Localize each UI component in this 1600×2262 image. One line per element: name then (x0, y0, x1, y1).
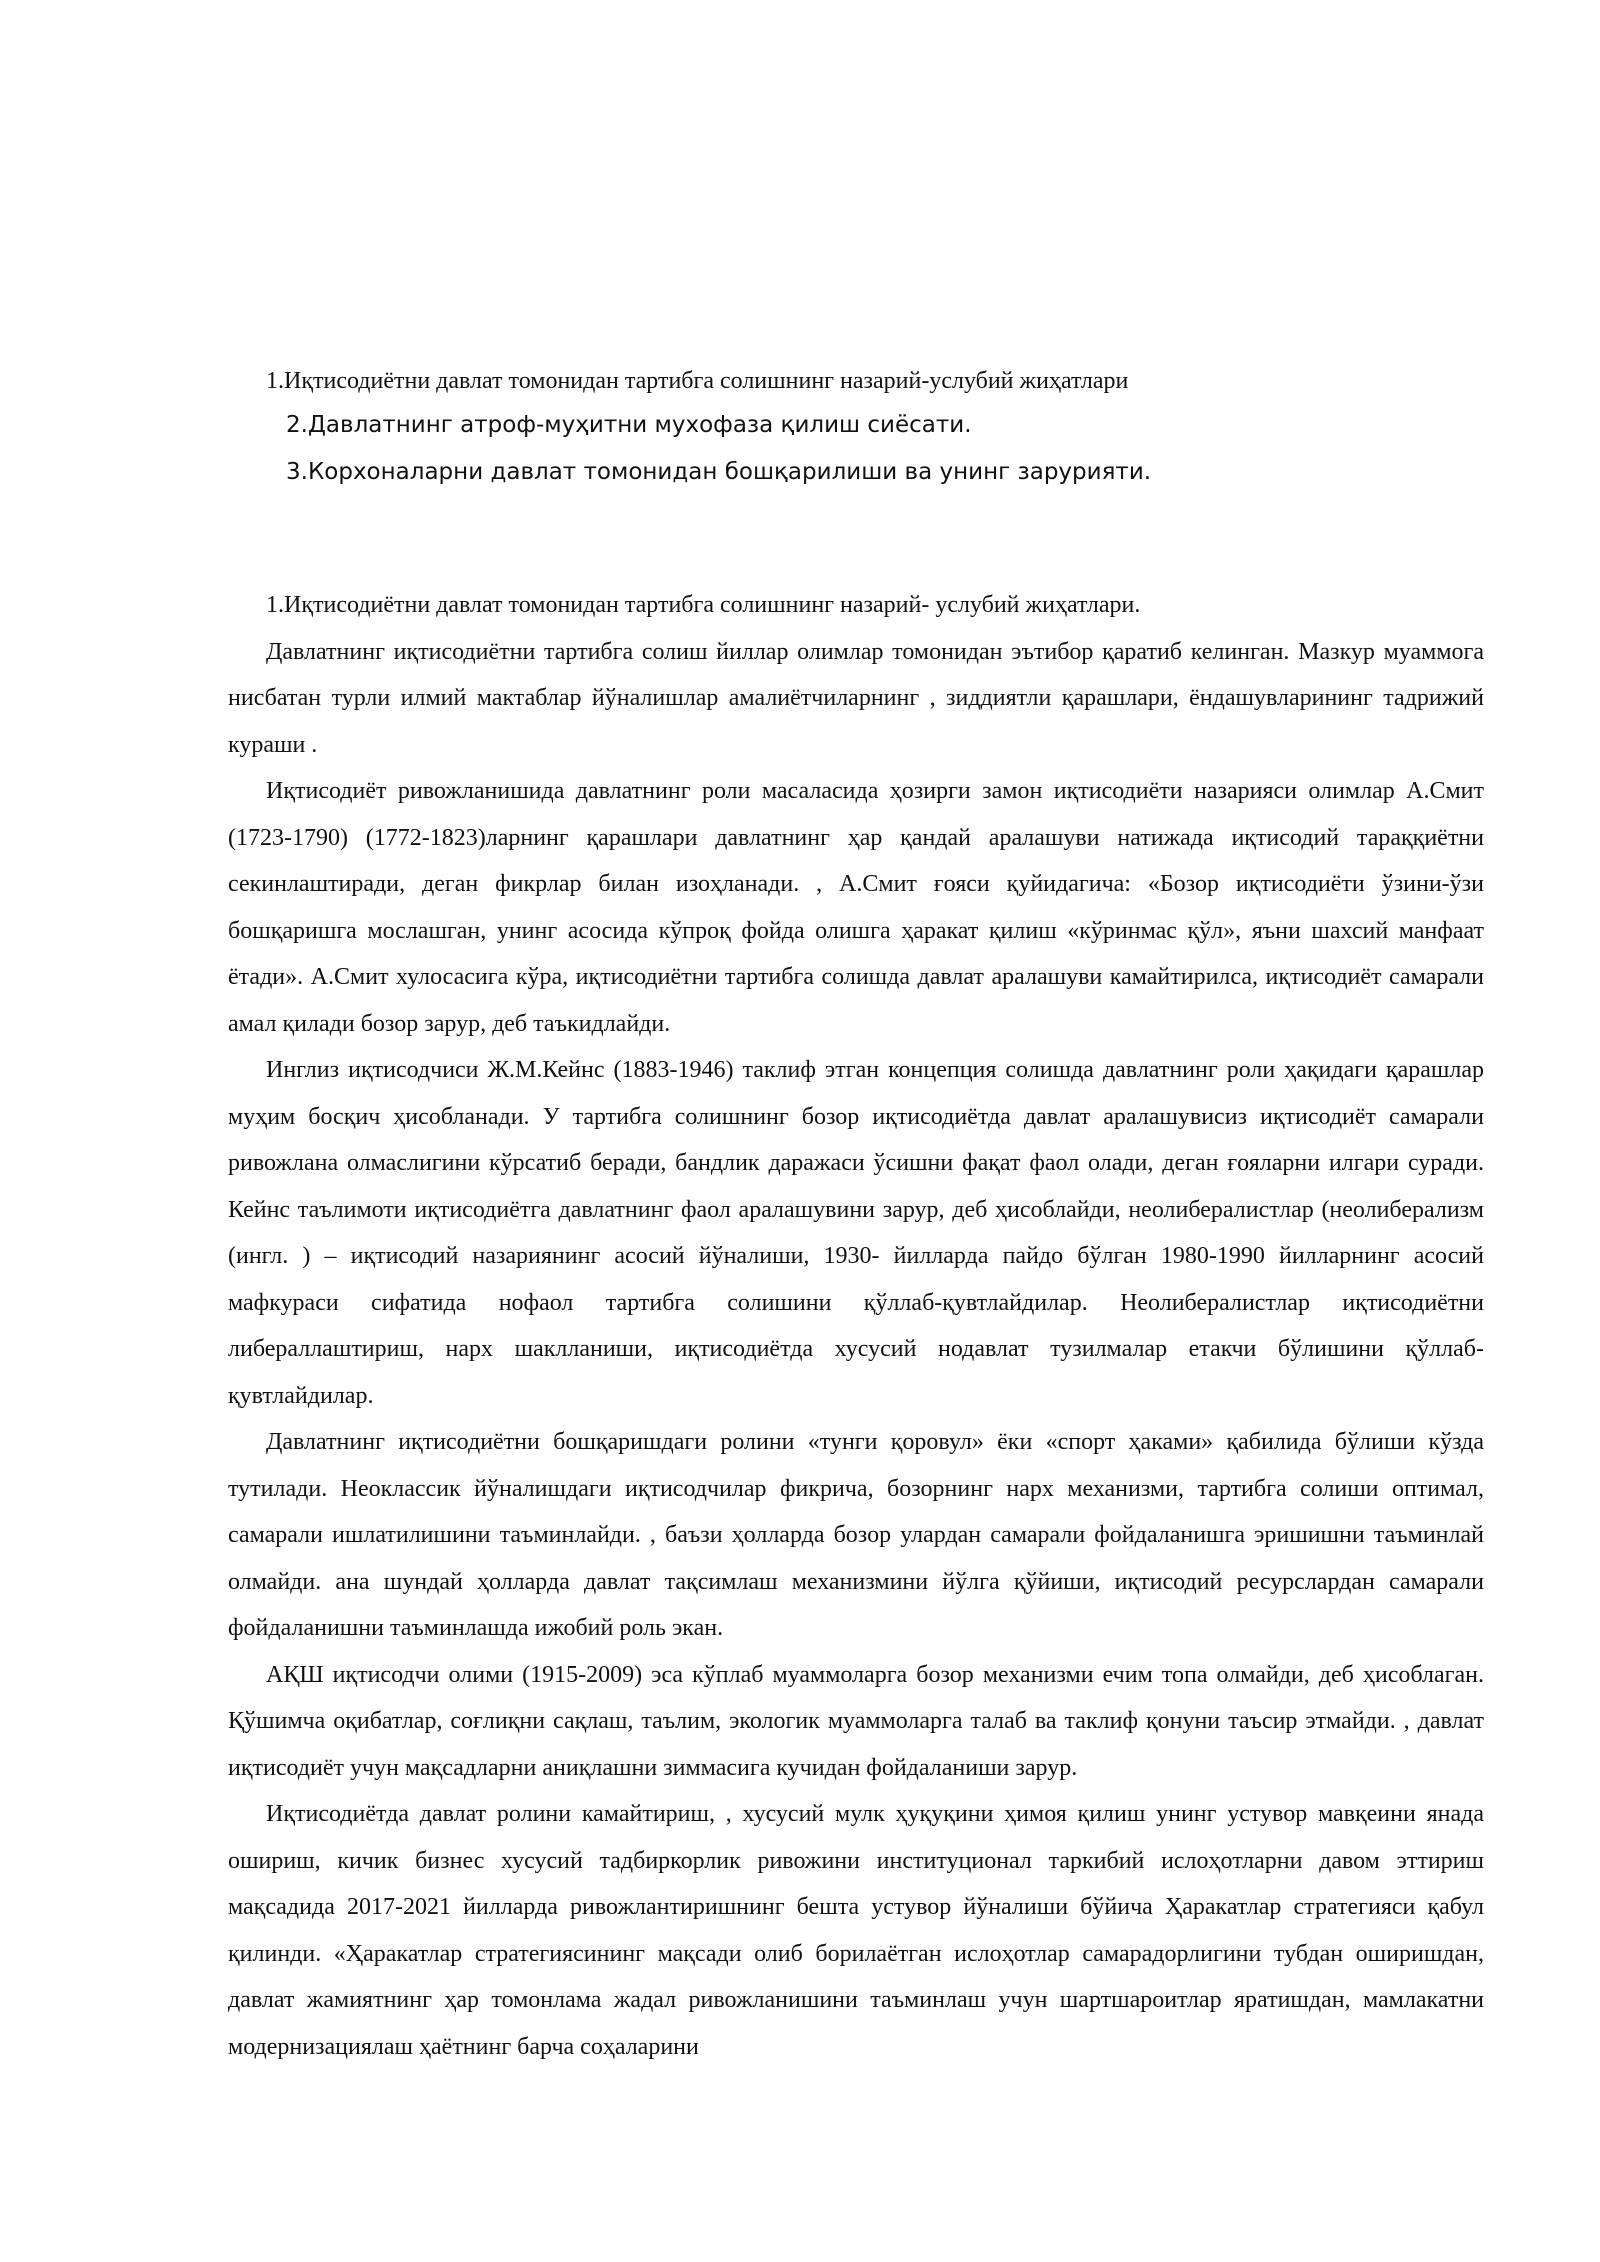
plan-item-3: 3.Корхоналарни давлат томонидан бошқарилиши ва унинг зарурияти. (286, 459, 1152, 485)
paragraph-6: Иқтисодиётда давлат ролини камайтириш, , хусусий мулк ҳуқуқини ҳимоя қилиш унинг устувор мавқеини янада ошириш, кичик бизнес хусусий тадбиркорлик ривожини институционал таркибий ислоҳотларни давом эттириш мақсадида 2017-2021 йилларда ривожлантиришнинг бешта устувор йўналиши бўйича Ҳаракатлар стратегияси қабул қилинди. «Ҳаракатлар стратегиясининг мақсади олиб борилаётган ислоҳотлар самарадорлигини тубдан оширишдан, давлат жамиятнинг ҳар томонлама жадал ривожланишини таъминлаш учун шартшароитлар яратишдан, мамлакатни модернизациялаш ҳаётнинг барча соҳаларини (228, 1801, 1484, 2060)
section-body (228, 582, 1484, 2070)
plan-item-1: 1.Иқтисодиётни давлат томонидан тартибга солишнинг назарий-услубий жиҳатлари (266, 368, 1129, 394)
paragraph-5: АҚШ иқтисодчи олими (1915-2009) эса кўплаб муаммоларга бозор механизми ечим топа олмайди, деб ҳисоблаган. Қўшимча оқибатлар, соғлиқни сақлаш, таълим, экологик муаммоларга талаб ва таклиф қонуни таъсир этмайди. , давлат иқтисодиёт учун мақсадларни аниқлашни зиммасига кучидан фойдаланиши зарур. (228, 1661, 1484, 1781)
lecture-plan (266, 364, 1466, 502)
paragraph-1: Давлатнинг иқтисодиётни тартибга солиш йиллар олимлар томонидан эътибор қаратиб келинган. Мазкур муаммога нисбатан турли илмий мактаблар йўналишлар амалиётчиларнинг , зиддиятли қарашлари, ёндашувларининг тадрижий кураши . (228, 638, 1484, 758)
section-heading: 1.Иқтисодиётни давлат томонидан тартибга солишнинг назарий- услубий жиҳатлари. (266, 592, 1141, 618)
paragraph-2: Иқтисодиёт ривожланишида давлатнинг роли масаласида ҳозирги замон иқтисодиёти назарияси олимлар А.Смит (1723-1790) (1772-1823)ларнинг қарашлари давлатнинг ҳар қандай аралашуви натижада иқтисодий тараққиётни секинлаштиради, деган фикрлар билан изоҳланади. , А.Смит ғояси қуйидагича: «Бозор иқтисодиёти ўзини-ўзи бошқаришга мослашган, унинг асосида кўпроқ фойда олишга ҳаракат қилиш «кўринмас қўл», яъни шахсий манфаат ётади». А.Смит хулосасига кўра, иқтисодиётни тартибга солишда давлат аралашуви камайтирилса, иқтисодиёт самарали амал қилади бозор зарур, деб таъкидлайди. (228, 778, 1484, 1037)
paragraph-4: Давлатнинг иқтисодиётни бошқаришдаги ролини «тунги қоровул» ёки «спорт ҳаками» қабилида бўлиши кўзда тутилади. Неоклассик йўналишдаги иқтисодчилар фикрича, бозорнинг нарх механизми, тартибга солиши оптимал, самарали ишлатилишини таъминлайди. , баъзи ҳолларда бозор улардан самарали фойдаланишга эришишни таъминлай олмайди. ана шундай ҳолларда давлат тақсимлаш механизмини йўлга қўйиши, иқтисодий ресурслардан самарали фойдаланишни таъминлашда ижобий роль экан. (228, 1429, 1484, 1641)
paragraph-3: Инглиз иқтисодчиси Ж.М.Кейнс (1883-1946) таклиф этган концепция солишда давлатнинг роли ҳақидаги қарашлар муҳим босқич ҳисобланади. У тартибга солишнинг бозор иқтисодиётда давлат аралашувисиз иқтисодиёт самарали ривожлана олмаслигини кўрсатиб беради, бандлик даражаси ўсишни фақат фаол олади, деган ғояларни илгари суради. Кейнс таълимоти иқтисодиётга давлатнинг фаол аралашувини зарур, деб ҳисоблайди, неолибералистлар (неолиберализм (ингл. ) – иқтисодий назариянинг асосий йўналиши, 1930- йилларда пайдо бўлган 1980-1990 йилларнинг асосий мафкураси сифатида нофаол тартибга солишини қўллаб-қувтлайдилар. Неолибералистлар иқтисодиётни либераллаштириш, нарх шаклланиши, иқтисодиётда хусусий нодавлат тузилмалар етакчи бўлишини қўллаб-қувтлайдилар. (228, 1057, 1484, 1409)
plan-item-2: 2.Давлатнинг атроф-муҳитни мухофаза қилиш сиёсати. (286, 412, 972, 438)
